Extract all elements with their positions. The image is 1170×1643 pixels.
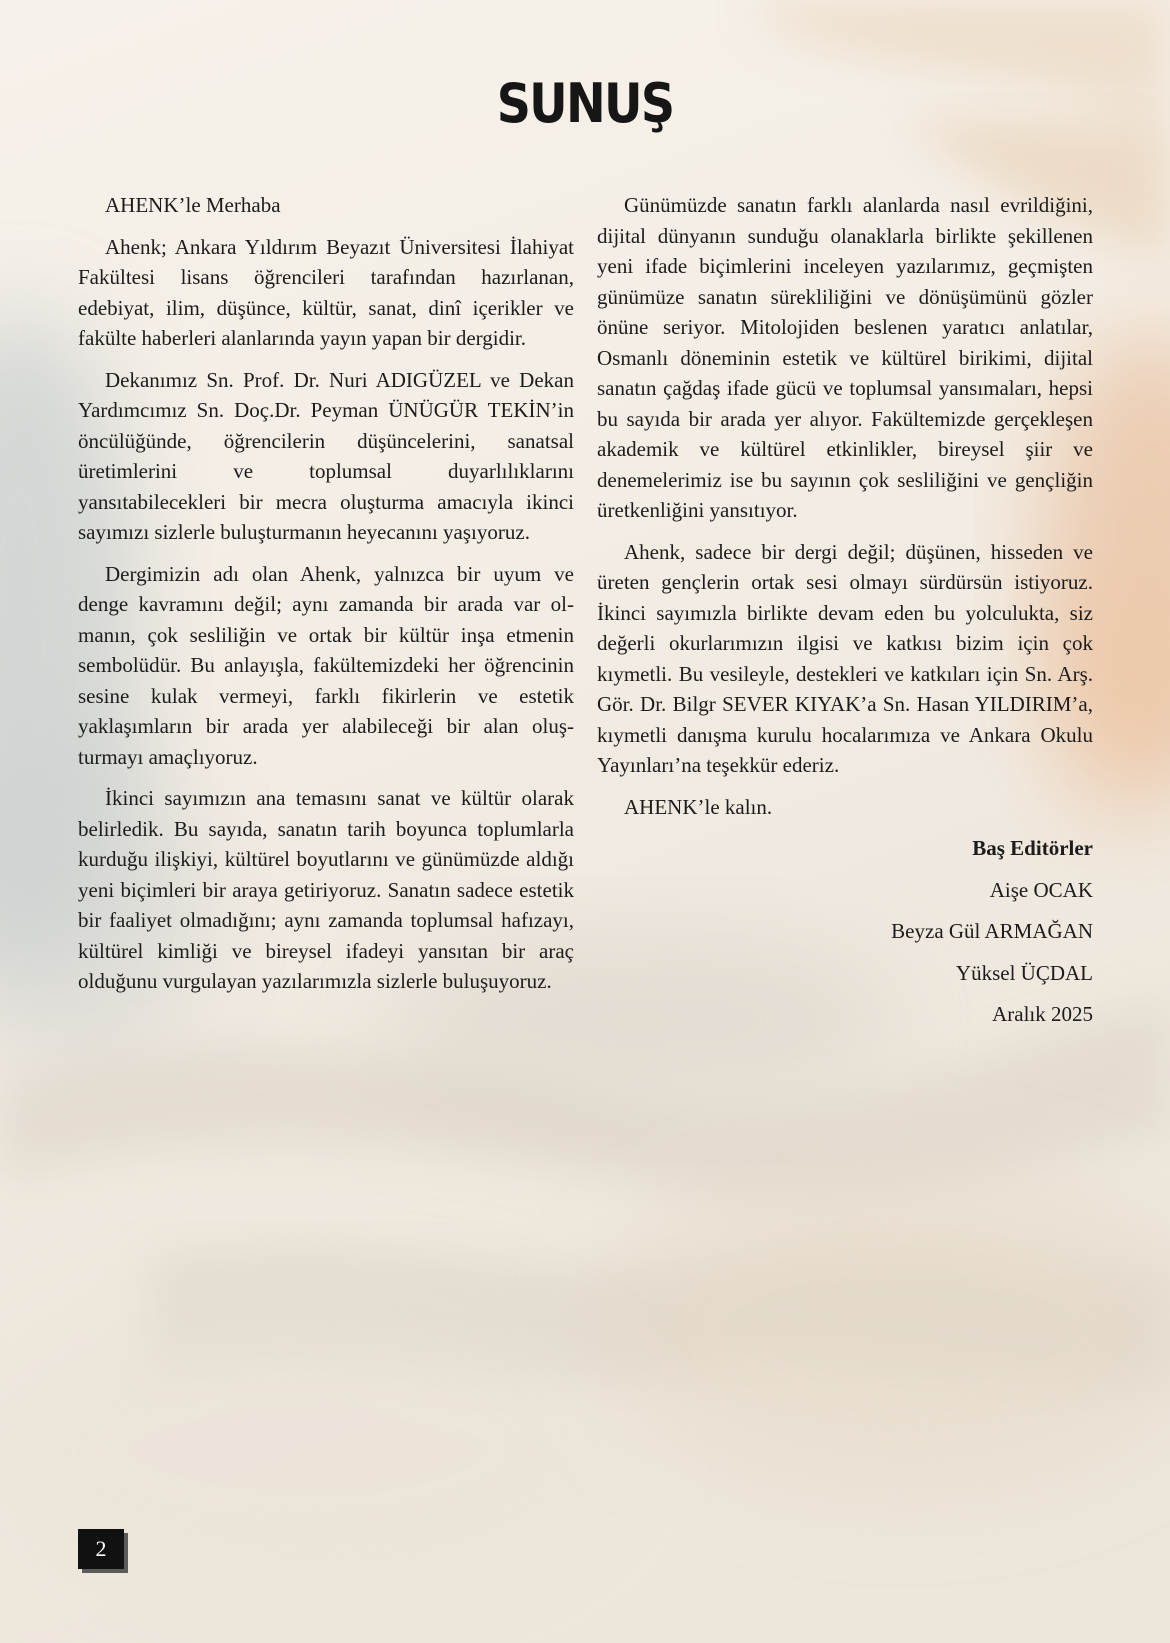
issue-date: Aralık 2025: [992, 1002, 1093, 1026]
page-title: SUNUŞ: [496, 72, 674, 135]
paragraph: Dergimizin adı olan Ahenk, yalnızca bir uyum ve denge kavramını değil; aynı zamanda bir arada var olmanın, çok sesliliğin ve ortak bir kültür inşa etmenin sembolüdür. Bu anlayışla, fakültemizdeki her öğrencinin sesine kulak vermeyi, farklı fikirlerin ve estetik yaklaşımların bir arada yer alabileceği bir alan oluşturmayı amaçlıyoruz.: [78, 561, 574, 769]
closing-line: AHENK’le kalın.: [624, 794, 773, 819]
signature-heading: Baş Editörler: [972, 836, 1093, 860]
editor-name: Aişe OCAK: [989, 877, 1093, 902]
paragraph: Dekanımız Sn. Prof. Dr. Nuri ADIGÜZEL ve Dekan Yardımcımız Sn. Doç.Dr. Peyman ÜNÜGÜR TEKİN’in öncülüğünde, öğrencilerin düşüncelerini, sanatsal üretimlerini ve toplumsal duyarlılıklarını yansıtabilecekleri bir mecra oluşturma amacıyla ikinci sayımızı sizlerle buluşturmanın heyecanını yaşıyoruz.: [78, 367, 574, 544]
paragraph: Günümüzde sanatın farklı alanlarda nasıl evrildiğini, dijital dünyanın sunduğu olanaklarla birlikte şekillenen yeni ifade biçimlerini inceleyen yazılarımız, geçmişten günümüze sanatın sürekliliğini ve dönüşümünü gözler önüne seriyor. Mitolojiden beslenen yaratıcı anlatılar, Osmanlı döneminin estetik ve kültürel birikimi, dijital sanatın çağdaş ifade gücü ve toplumsal yansımaları, hepsi bu sayıda bir arada yer alıyor. Fakültemizde gerçekleşen akademik ve kültürel etkinlikler, bireysel şiir ve denemelerimiz ise bu sayının çok sesliliğini ve gençliğin üretkenliğini yansıtıyor.: [597, 193, 1093, 522]
editor-name: Beyza Gül ARMAĞAN: [891, 919, 1093, 943]
right-column: [597, 190, 1093, 1041]
paragraph: Ahenk, sadece bir dergi değil; düşünen, hisseden ve üreten gençlerin ortak sesi olmayı sürdürsün istiyoruz. İkinci sayımızla birlikte devam eden bu yolculukta, siz değerli okurlarımızın ilgisi ve katkısı bizim için çok kıymetli. Bu vesileyle, destekleri ve katkıları için Sn. Arş. Gör. Dr. Bilgr SEVER KIYAK’a Sn. Hasan YILDIRIM’a, kıymetli danışma kurulu hocalarımıza ve Ankara Okulu Yayınları’na teşekkür ederiz.: [597, 539, 1093, 777]
page-number: 2: [78, 1529, 124, 1569]
editor-name: Yüksel ÜÇDAL: [955, 960, 1093, 985]
greeting: AHENK’le Merhaba: [105, 193, 281, 217]
paragraph: Ahenk; Ankara Yıldırım Beyazıt Üniversitesi İlahiyat Fakültesi lisans öğrencileri tarafından hazırlanan, edebiyat, ilim, düşünce, kültür, sanat, dinî içerikler ve fakülte haberleri alanlarında yayın yapan bir dergidir.: [78, 234, 574, 350]
left-column: [78, 190, 574, 1008]
paragraph: İkinci sayımızın ana temasını sanat ve kültür olarak belirledik. Bu sayıda, sanatın tarih boyunca toplumlarla kurduğu ilişkiyi, kültürel boyutlarını ve günümüzde aldığı yeni biçimleri bir araya getiriyoruz. Sanatın sadece estetik bir faaliyet olmadığını; aynı zamanda toplumsal hafızayı, kültürel kimliği ve bireysel ifadeyi yansıtan bir araç olduğunu vurgulayan yazılarımızla sizlerle buluşuyoruz.: [78, 786, 574, 993]
